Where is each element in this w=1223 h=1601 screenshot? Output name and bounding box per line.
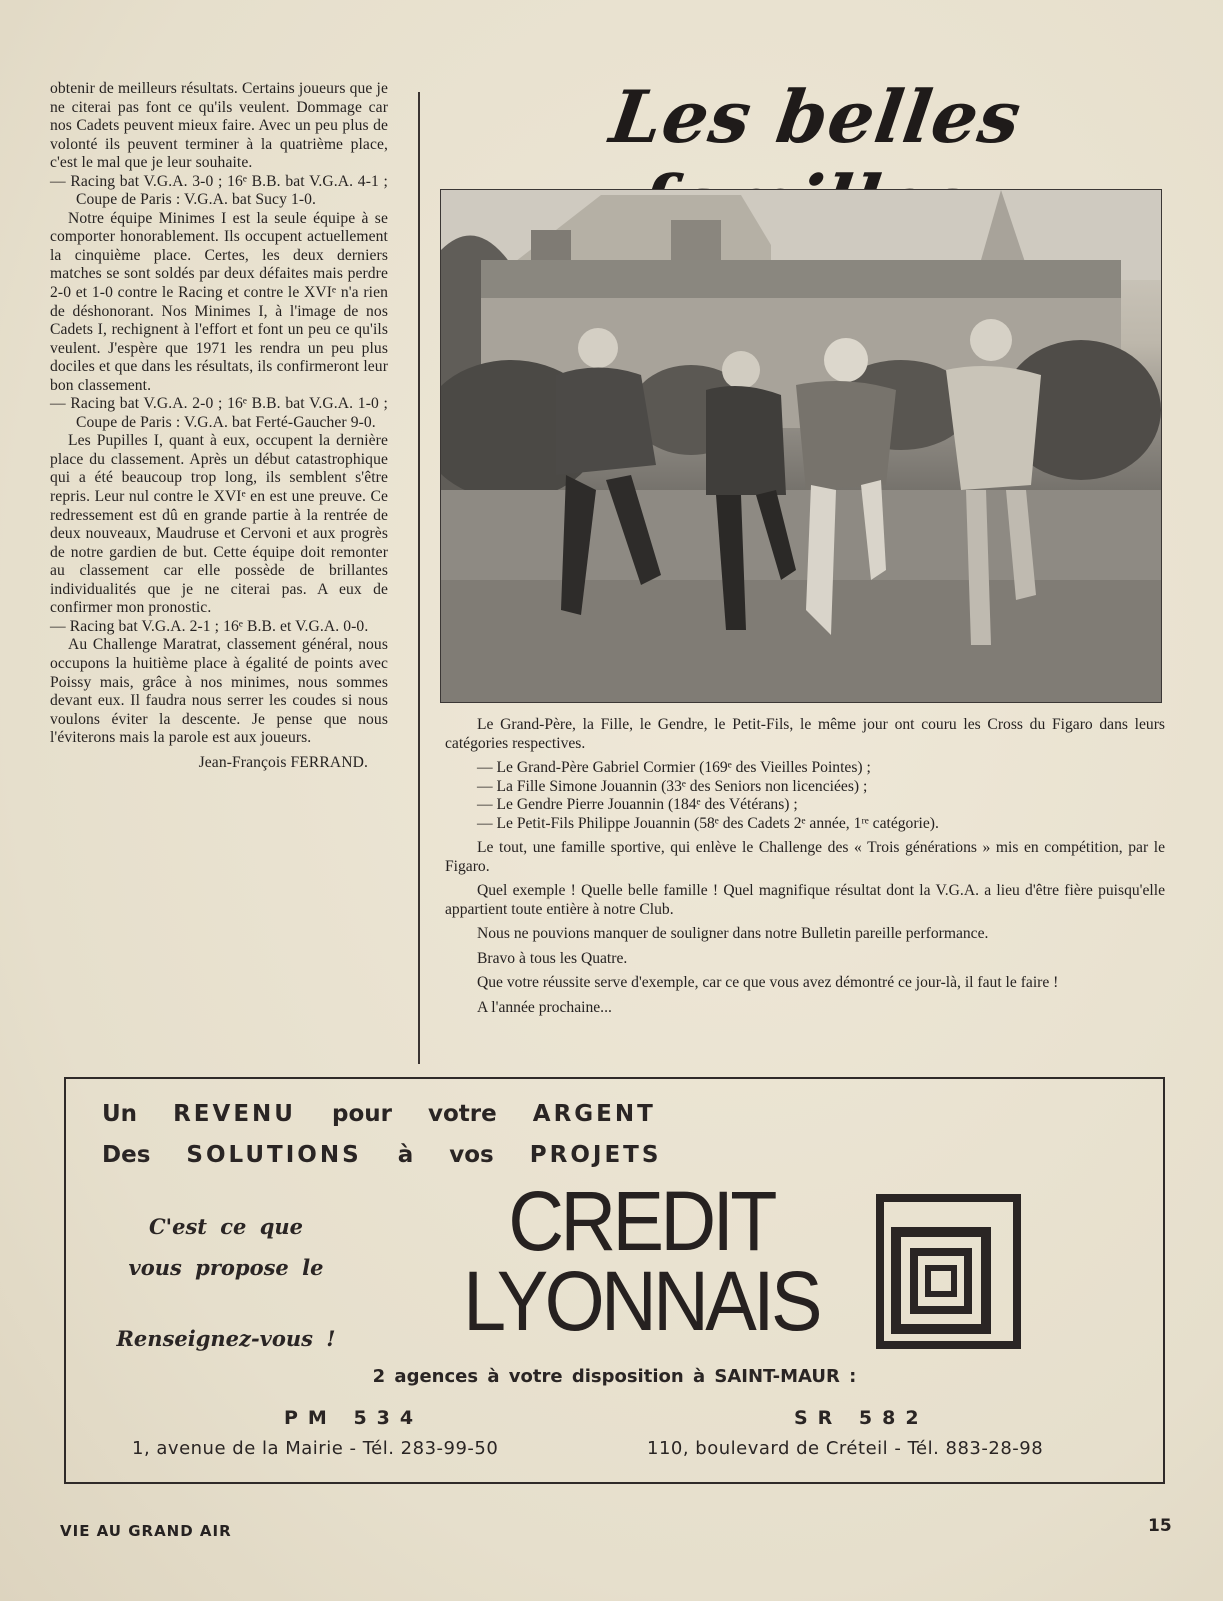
list-item: — Le Grand-Père Gabriel Cormier (169ᵉ des Vieilles Pointes) ;: [477, 759, 871, 776]
ad-headline-1: Un REVENU pour votre ARGENT: [102, 1101, 656, 1127]
office-2-code: SR 582: [794, 1407, 929, 1429]
paragraph: A l'année prochaine...: [477, 998, 612, 1016]
credit-lyonnais-logo-icon: [876, 1194, 1021, 1349]
column-divider: [418, 92, 420, 1064]
office-1-address: 1, avenue de la Mairie - Tél. 283-99-50: [132, 1438, 499, 1459]
credit-lyonnais-ad: [64, 1077, 1165, 1484]
list-item: — La Fille Simone Jouannin (33ᵉ des Seniors non licenciées) ;: [477, 777, 868, 795]
signature: Jean-François FERRAND.: [198, 753, 368, 771]
article-intro: Le Grand-Père, la Fille, le Gendre, le Petit-Fils, le même jour ont couru les Cross du Figaro dans leurs catégories respectives.: [445, 716, 1165, 752]
ad-tagline-1: C'est ce que: [148, 1214, 304, 1239]
paragraph: Au Challenge Maratrat, classement général, nous occupons la huitième place à égalité de points avec Poissy mais, grâce à nos minimes, nous sommes devant eux. Il faudra nous serrer les coudes si nous voulons éviter la descente. Je pense que nous l'éviterons mais la parole est aux joueurs.: [50, 636, 388, 747]
paragraph: Le tout, une famille sportive, qui enlève le Challenge des « Trois générations » mis en compétition, par le Figaro.: [445, 839, 1165, 875]
article-body: [445, 716, 1165, 1023]
score-line: — Racing bat V.G.A. 2-1 ; 16ᵉ B.B. et V.G.A. 0-0.: [50, 617, 369, 635]
list-item: — Le Gendre Pierre Jouannin (184ᵉ des Vétérans) ;: [477, 796, 798, 813]
score-line: — Racing bat V.G.A. 2-0 ; 16ᵉ B.B. bat V.G.A. 1-0 ; Coupe de Paris : V.G.A. bat Ferté-Gaucher 9-0.: [50, 395, 388, 431]
page-number: 15: [1148, 1516, 1172, 1536]
article-headline: Les belles: [605, 74, 1027, 159]
family-results-list: [445, 759, 1165, 833]
score-line: — Racing bat V.G.A. 3-0 ; 16ᵉ B.B. bat V.G.A. 4-1 ; Coupe de Paris : V.G.A. bat Sucy 1-0.: [50, 172, 388, 209]
office-1-code: PM 534: [284, 1407, 424, 1429]
paragraph: Nous ne pouvions manquer de souligner dans notre Bulletin pareille performance.: [477, 925, 989, 942]
ad-headline-2: Des SOLUTIONS à vos PROJETS: [102, 1142, 662, 1168]
office-2-address: 110, boulevard de Créteil - Tél. 883-28-98: [647, 1438, 1044, 1459]
paragraph: Bravo à tous les Quatre.: [477, 949, 628, 967]
brand-name-line-1: CREDIT: [508, 1174, 774, 1268]
paragraph: obtenir de meilleurs résultats. Certains joueurs que je ne citerai pas font ce qu'ils veulent. Dommage car nos Cadets peuvent mieux faire. Avec un peu plus de volonté ils peuvent terminer à la quatrième place, c'est le mal que je leur souhaite.: [50, 80, 388, 172]
paragraph: Quel exemple ! Quelle belle famille ! Quel magnifique résultat dont la V.G.A. a lieu d'être fière puisqu'elle appartient toute entière à notre Club.: [445, 882, 1165, 918]
publication-name: VIE AU GRAND AIR: [60, 1522, 232, 1540]
ad-tagline-3: Renseignez-vous !: [116, 1326, 336, 1351]
paragraph: Notre équipe Minimes I est la seule équipe à se comporter honorablement. Ils occupent actuellement la cinquième place. Certes, les deux derniers matches se sont soldés par deux défaites mais perdre 2-0 et 1-0 contre le Racing et contre le XVIᵉ n'a rien de déshonorant. Nos Minimes I, à l'image de nos Cadets I, rechignent à l'effort et font un peu ce qu'ils veulent. J'espère que 1971 les rendra un peu plus dociles et que dans les résultats, ils confirmeront leur bon classement.: [50, 209, 388, 394]
list-item: — Le Petit-Fils Philippe Jouannin (58ᵉ des Cadets 2ᵉ année, 1ʳᵉ catégorie).: [477, 814, 939, 832]
ad-tagline-2: vous propose le: [128, 1255, 324, 1280]
family-running-photo: [440, 189, 1162, 703]
left-column-article: [50, 80, 388, 772]
paragraph: Les Pupilles I, quant à eux, occupent la dernière place du classement. Après un début catastrophique qui a été beaucoup trop long, ils semblent s'être repris. Leur nul contre le XVIᵉ en est une preuve. Ce redressement est dû en grande partie à la rentrée de deux nouveaux, Maudruse et Cervoni et aux progrès de notre gardien de but. Cette équipe doit remonter au classement car elle possède de brillantes individualités que je ne citerai pas. A eux de confirmer mon pronostic.: [50, 432, 388, 617]
brand-name-line-2: LYONNAIS: [463, 1254, 819, 1348]
paragraph: Que votre réussite serve d'exemple, car ce que vous avez démontré ce jour-là, il faut le faire !: [477, 974, 1059, 991]
agencies-line: 2 agences à votre disposition à SAINT-MAUR :: [372, 1366, 857, 1387]
